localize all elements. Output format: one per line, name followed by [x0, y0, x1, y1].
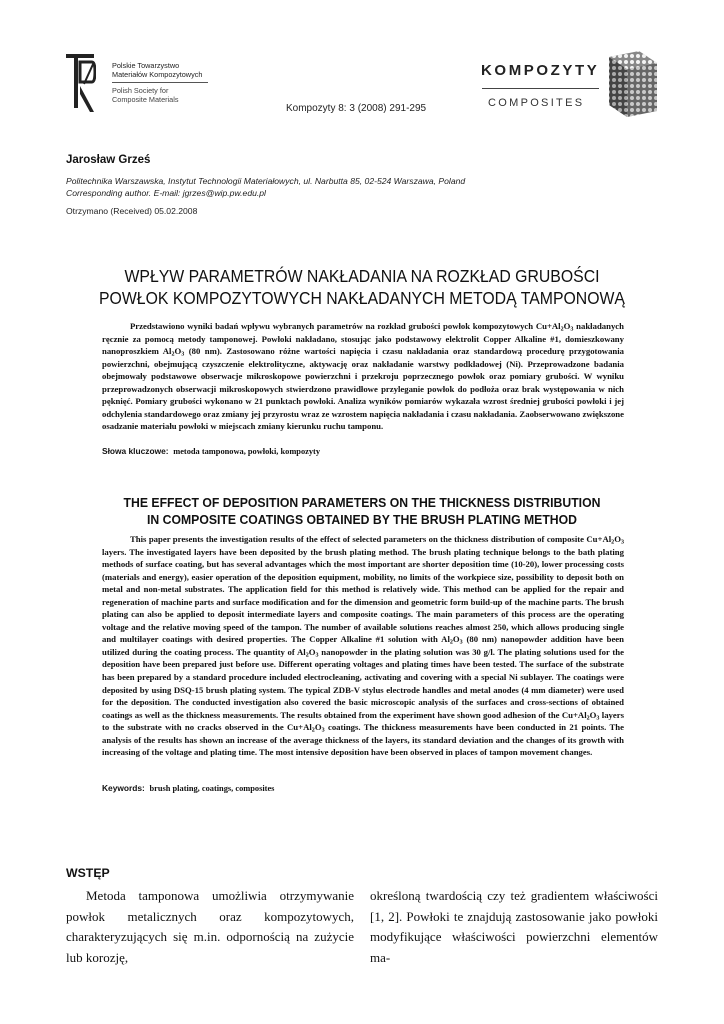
subscript: 3: [181, 351, 185, 358]
abstract-en-text: O: [314, 722, 322, 733]
abstract-en-text: O: [452, 634, 460, 645]
society-en-line2: Composite Materials: [112, 94, 179, 104]
abstract-en-text: This paper presents the investigation results of the effect of selected parameters on the thickness distribution of composite Cu+Al: [130, 534, 612, 544]
abstract-pl-text: (80 nm). Zastosowano różne wartości napięcia i czasu nakładania oraz standardową procedurę przygotowania powierzchni, obejmującą czyszczenie elektrolityczne, aktywację oraz nakładanie warstwy podkładowej (Ni). Przeprowadzone badania obejmowały podstawowe obserwacje mikroskopowe powierzchni i przekroju poprzecznego powłok oraz pomiary grubości. W wyniku przeprowadzonych obserwacji mikroskopowych stwierdzono prawidłowe przyleganie powłok do podłoża oraz brak występowania w nich pęknięć. Pomiary grubości wykonano w 21 punktach powłoki. Analiza wyników pomiarów wykazała wzrost średniej grubości powłoki i jej odchylenia standardowego oraz zmiany jej przyrostu wraz ze wzrostem napięcia nakładania i czasu nakładania. Zaobserwowano zwiększone osadzanie materiału powłoki w miejscach zmiany kierunku ruchu tamponu.: [102, 346, 625, 432]
keywords-pl-value: metoda tamponowa, powłoki, kompozyty: [173, 447, 321, 456]
abstract-en-text: layers to the substrate with no cracks observed in the Cu+Al: [102, 709, 624, 733]
received-date: Otrzymano (Received) 05.02.2008: [66, 206, 198, 216]
body-column-right: określoną twardością czy też gradientem właściwości [1, 2]. Powłoki te znajdują zastosowanie jako powłoki modyfikujące właściwości powierzchni elementów ma-: [370, 888, 658, 965]
title-pl-line2: POWŁOK KOMPOZYTOWYCH NAKŁADANYCH METODĄ TAMPONOWĄ: [99, 287, 625, 308]
body-column-left: Metoda tamponowa umożliwia otrzymywanie powłok metalicznych oraz kompozytowych, charakteryzujących się m.in. odpornością na zużycie lub korozję,: [66, 888, 354, 965]
keywords-pl-label: Słowa kluczowe:: [102, 446, 169, 456]
journal-name-en: COMPOSITES: [488, 97, 585, 109]
abstract-en-text: O: [614, 534, 621, 544]
journal-reference: Kompozyty 8: 3 (2008) 291-295: [286, 103, 427, 114]
keywords-polish: [102, 446, 320, 456]
subscript: 2: [611, 539, 615, 546]
affiliation-line: Politechnika Warszawska, Instytut Technologii Materiałowych, ul. Narbutta 85, 02-524 Warszawa, Poland: [66, 176, 466, 186]
society-name-pl: [112, 62, 202, 79]
abstract-pl-text: Przedstawiono wyniki badań wpływu wybranych parametrów na rozkład grubości powłok kompozytowych Cu+Al: [130, 321, 561, 331]
journal-name-divider: [482, 88, 599, 89]
author-name: Jarosław Grześ: [66, 154, 151, 166]
journal-name: KOMPOZYTY: [481, 62, 600, 79]
abstract-pl-text: O: [174, 346, 182, 357]
subscript: 3: [620, 539, 624, 546]
abstract-polish: [102, 320, 624, 433]
abstract-en-text: O: [308, 646, 316, 657]
keywords-en-value: brush plating, coatings, composites: [149, 784, 275, 793]
society-pl-line2: Materiałów Kompozytowych: [112, 69, 203, 79]
subscript: 2: [449, 639, 453, 646]
corresponding-author: Corresponding author. E-mail: jgrzes@wip.pw.edu.pl: [66, 187, 266, 198]
abstract-en-text: nanopowder in the plating solution was 30 g/l. The plating solutions used for the deposition have been prepared just before use. Different operating voltages and plating times have been tested. The surface of the substrate has been prepared by a standard procedure included electrocleaning, activating and covering with a special Ni sublayer. The coatings were deposited by using DSQ-15 brush plating system. The typical ZDB-V stylus electrode handles and metal anodes (4 mm diameter) were used for the deposition. The conducted investigation also covered the basic microscopic analysis of the surfaces and cross-sections of obtained coatings as well as the thickness measurements. The results obtained from the experiment have shown good adhesion of the Cu+Al: [102, 646, 624, 720]
subscript: 2: [586, 715, 590, 722]
title-en-line2: IN COMPOSITE COATINGS OBTAINED BY THE BRUSH PLATING METHOD: [147, 512, 577, 527]
title-en-line1: THE EFFECT OF DEPOSITION PARAMETERS ON THE THICKNESS DISTRIBUTION: [123, 495, 601, 510]
subscript: 3: [315, 652, 319, 659]
subscript: 2: [560, 326, 564, 333]
subscript: 3: [459, 639, 463, 646]
abstract-en-text: O: [589, 709, 597, 720]
abstract-en-text: layers. The investigated layers have been deposited by the brush plating method. The brush plating technique belongs to the bath plating methods of surface coating, but has several advantages which the most important are shorter deposition time (10-20), lower processing costs (materials and energy), easier operation of the deposition equipment, mobility, no limits of the workpiece size, possibility to deposit both on metal and non-metal substrates. The application field for this method is relatively wide. This method can be applied for the repair and regeneration of machine parts and surface modification and for the dimension and geometric form build-up of the machine parts. The brush plating can also be applied to deposit intermediate layers and composite coatings. The main parameters of this process are the operating voltage and the relative moving speed of the tampon. The number of available solutions reaches almost 250, which allows producing single and multilayer coatings with desired properties. The Copper Alkaline #1 solution with Al: [102, 546, 624, 645]
title-pl-line1: WPŁYW PARAMETRÓW NAKŁADANIA NA ROZKŁAD GRUBOŚCI: [124, 266, 600, 286]
abstract-pl-text: O: [563, 321, 571, 331]
abstract-english: [102, 533, 624, 759]
subscript: 2: [311, 727, 315, 734]
subscript: 3: [321, 727, 325, 734]
subscript: 2: [171, 351, 175, 358]
author-affiliation: [66, 176, 465, 199]
abstract-pl-text: nakładanych ręcznie za pomocą metody tamponowej. Powłoki nakładano, stosując jako podstawowy elektrolit Copper Alkaline #1, domieszkowany nanoproszkiem Al: [102, 321, 624, 357]
keywords-english: [102, 783, 274, 793]
title-english: [84, 494, 640, 528]
society-divider: [112, 82, 208, 83]
society-en-line1: Polish Society for: [112, 86, 169, 95]
subscript: 3: [570, 326, 574, 333]
abstract-en-text: (80 nm) nanopowder addition have been utilized during the coating process. The quantity of Al: [102, 634, 624, 657]
composite-cube-logo: [599, 47, 659, 119]
subscript: 3: [596, 715, 600, 722]
title-polish: [84, 266, 640, 309]
section-heading: WSTĘP: [66, 866, 110, 880]
society-pl-line1: Polskie Towarzystwo: [112, 61, 180, 70]
keywords-en-label: Keywords:: [102, 783, 145, 793]
society-name-en: [112, 87, 179, 104]
abstract-en-text: coatings. The thickness measurements have been conducted in 21 points. The analysis of the results has shown an increase of the average thickness of the layers, its standard deviation and the changes of its growth with increasing of the voltage and plating time. The most intensive deposition have been observed in places of tampon movement changes.: [102, 722, 624, 758]
ptmk-logo: [64, 48, 96, 114]
subscript: 2: [305, 652, 309, 659]
